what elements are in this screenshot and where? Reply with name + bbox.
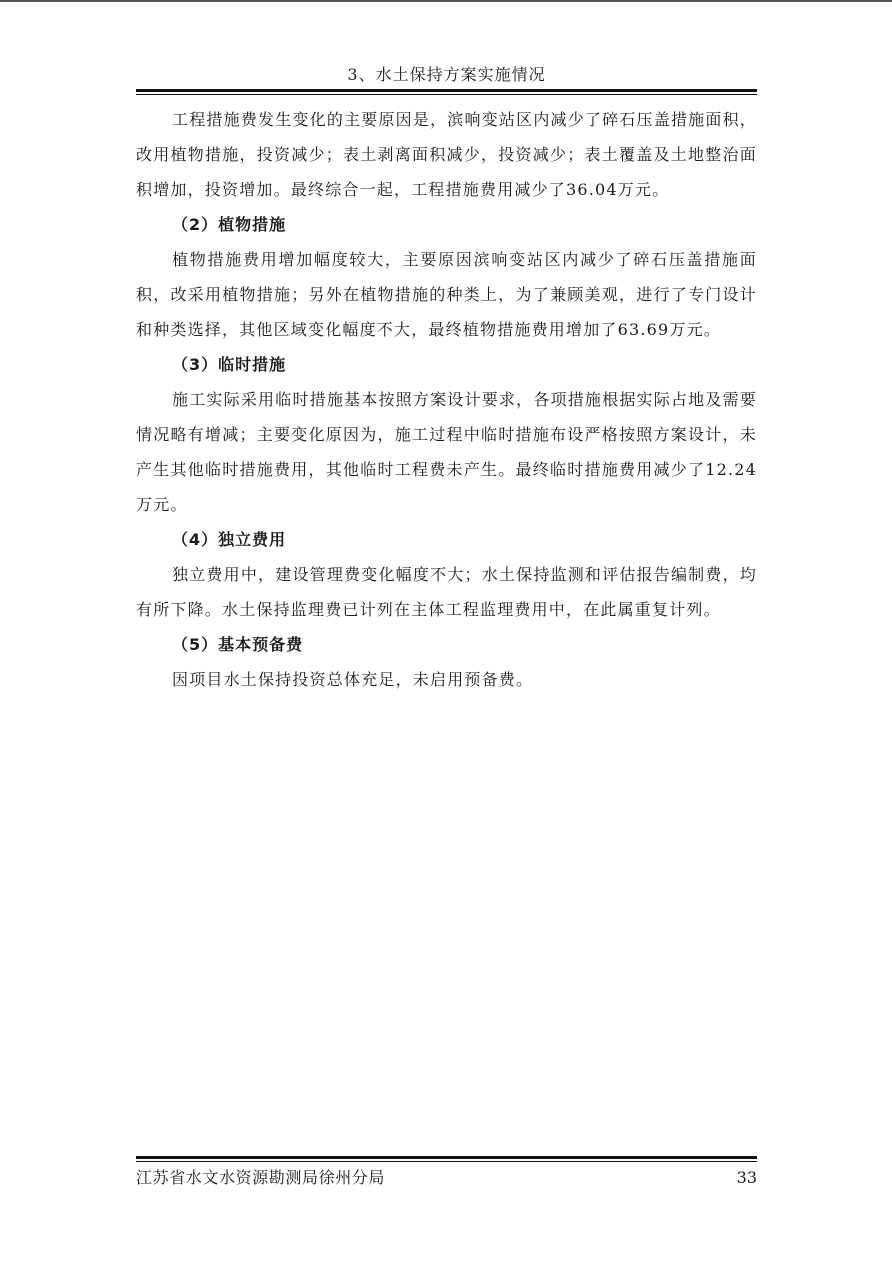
paragraph-plant-measures: 植物措施费用增加幅度较大，主要原因滨响变站区内减少了碎石压盖措施面积，改采用植物措施；另外在植物措施的种类上，为了兼顾美观，进行了专门设计和种类选择，其他区域变化幅度不大，最终植物措施费用增加了63.69万元。: [136, 250, 757, 339]
heading-basic-reserve: （5）基本预备费: [172, 635, 304, 654]
heading-plant-measures: （2）植物措施: [172, 215, 287, 234]
header-rule-thick: [136, 89, 757, 92]
page-number: 33: [736, 1168, 757, 1187]
footer-rule-thick: [136, 1156, 757, 1159]
running-header-title: 3、水土保持方案实施情况: [347, 65, 546, 84]
footer-organization: 江苏省水文水资源勘测局徐州分局: [136, 1168, 386, 1187]
document-body: [136, 102, 757, 697]
paragraph-independent-costs: 独立费用中，建设管理费变化幅度不大；水土保持监测和评估报告编制费，均有所下降。水土保持监理费已计列在主体工程监理费用中，在此属重复计列。: [136, 565, 757, 619]
paragraph-engineering-measures: 工程措施费发生变化的主要原因是，滨响变站区内减少了碎石压盖措施面积，改用植物措施，投资减少；表土剥离面积减少，投资减少；表土覆盖及土地整治面积增加，投资增加。最终综合一起，工程措施费用减少了36.04万元。: [136, 110, 757, 199]
header-rule-thin: [136, 94, 757, 95]
heading-temporary-measures: （3）临时措施: [172, 355, 287, 374]
page-top-edge: [0, 0, 892, 2]
paragraph-basic-reserve: 因项目水土保持投资总体充足，未启用预备费。: [172, 670, 534, 689]
heading-independent-costs: （4）独立费用: [172, 530, 287, 549]
footer-rule-thin: [136, 1161, 757, 1162]
paragraph-temporary-measures: 施工实际采用临时措施基本按照方案设计要求，各项措施根据实际占地及需要情况略有增减；主要变化原因为，施工过程中临时措施布设严格按照方案设计，未产生其他临时措施费用，其他临时工程费未产生。最终临时措施费用减少了12.24万元。: [136, 390, 757, 514]
